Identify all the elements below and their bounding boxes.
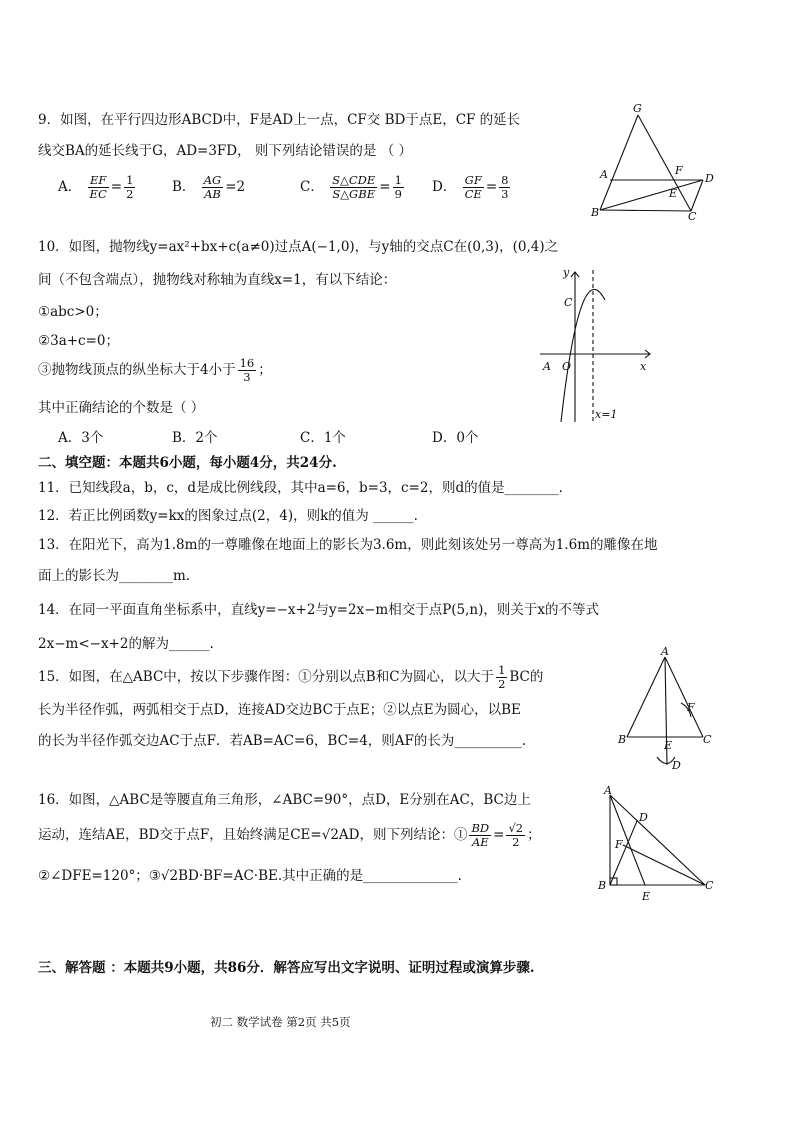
page-footer: 初二 数学试卷 第2页 共5页 xyxy=(210,1015,351,1029)
q10-option-a: A．3个 xyxy=(58,430,104,446)
label-f: F xyxy=(687,701,695,714)
q12: 12．若正比例函数y=kx的图象过点(2，4)，则k的值为 ______. xyxy=(38,508,418,524)
label-b: B xyxy=(591,206,600,219)
option-label: A． xyxy=(58,179,82,195)
label-a: A xyxy=(661,645,669,658)
label-y: y xyxy=(563,266,570,279)
label-x-equals-1: x=1 xyxy=(595,408,618,421)
q10-line2: 间（不包含端点），抛物线对称轴为直线x=1，有以下结论： xyxy=(38,272,397,288)
label-b: B xyxy=(618,733,627,746)
q11: 11．已知线段a，b，c，d是成比例线段，其中a=6，b=3，c=2，则d的值是________. xyxy=(38,480,563,496)
q16-line1: 16．如图，△ABC是等腰直角三角形，∠ABC=90°，点D，E分别在AC，BC边上 xyxy=(38,792,531,808)
q10-conclusion-3: ③抛物线顶点的纵坐标大于4小于 $\frac{16}{3}$ ； xyxy=(38,356,272,384)
q10-option-c: C．1个 xyxy=(300,430,346,446)
label-e: E xyxy=(664,739,673,752)
label-o: O xyxy=(562,360,572,373)
q15-line1: 15．如图，在△ABC中，按以下步骤作图：①分别以点B和C为圆心，以大于 $\frac{1}{2}$ BC的 xyxy=(38,663,544,691)
q15-line3: 的长为半径作弧交边AC于点F．若AB=AC=6，BC=4，则AF的长为__________. xyxy=(38,733,527,749)
q14-line1: 14．在同一平面直角坐标系中，直线y=−x+2与y=2x−m相交于点P(5,n)，则关于x的不等式 xyxy=(38,602,600,618)
q9-line2: 线交BA的延长线于G，AD=3FD， 则下列结论错误的是 （ ） xyxy=(38,143,412,159)
q10-ask: 其中正确结论的个数是（ ） xyxy=(38,400,205,416)
fraction: $\frac{EF}{EC}$ xyxy=(89,173,107,201)
q9-option-c: C． $\frac{\text{S△CDE}}{\text{S△GBE}}$ = $\frac{1}{9}$ xyxy=(300,173,402,201)
label-c: C xyxy=(703,733,712,746)
q9-line1: 9．如图，在平行四边形ABCD中，F是AD上一点，CF交 BD于点E，CF 的延长 xyxy=(38,112,521,128)
section3-heading: 三、解答题 ：本题共9小题，共86分．解答应写出文字说明、证明过程或演算步骤. xyxy=(38,960,535,976)
label-d: D xyxy=(705,172,714,185)
q10-conclusion-2: ②3a+c=0； xyxy=(38,333,120,349)
q15-line2: 长为半径作弧，两弧相交于点D，连接AD交边BC于点E；②以点E为圆心，以BE xyxy=(38,702,521,718)
q9-figure xyxy=(585,100,725,225)
q10-figure xyxy=(535,262,660,427)
q10-option-d: D．0个 xyxy=(432,430,479,446)
q14-line2: 2x−m<−x+2的解为______. xyxy=(38,636,214,652)
q10-conclusion-1: ①abc>0； xyxy=(38,304,108,320)
label-a: A xyxy=(604,785,612,797)
label-b: B xyxy=(598,879,607,892)
section2-heading: 二、填空题：本题共6小题，每小题4分，共24分. xyxy=(38,455,337,471)
q16-line2: 运动，连结AE，BD交于点F，且始终满足CE=√2AD，则下列结论：① $\frac{BD}{AE}$ = $\frac{√2}{2}$ ； xyxy=(38,821,541,849)
label-f: F xyxy=(675,164,683,177)
label-g: G xyxy=(633,102,642,115)
label-d: D xyxy=(639,811,648,824)
q10-option-b: B．2个 xyxy=(172,430,218,446)
q16-figure xyxy=(595,785,720,905)
label-c: C xyxy=(705,879,714,892)
q9-option-b: B． $\frac{AG}{AB}$ =2 xyxy=(172,173,246,201)
q13-line1: 13．在阳光下，高为1.8m的一尊雕像在地面上的影长为3.6m，则此刻该处另一尊高为1.6m的雕像在地 xyxy=(38,537,658,553)
label-d: D xyxy=(672,759,681,772)
label-x: x xyxy=(640,360,647,373)
q16-line3: ②∠DFE=120°；③√2BD·BF=AC·BE.其中正确的是______________. xyxy=(38,868,462,884)
label-a: A xyxy=(543,360,551,373)
label-a: A xyxy=(600,168,608,181)
q9-option-d: D． $\frac{GF}{CE}$ = $\frac{8}{3}$ xyxy=(432,173,509,201)
q13-line2: 面上的影长为________m. xyxy=(38,568,191,584)
label-c: C xyxy=(688,210,697,223)
q10-line1: 10．如图，抛物线y=ax²+bx+c(a≠0)过点A(−1,0)，与y轴的交点C在(0,3)，(0,4)之 xyxy=(38,239,559,255)
q15-figure xyxy=(615,645,715,775)
label-c: C xyxy=(564,296,573,309)
q9-option-a: A． $\frac{EF}{EC}$ = $\frac{1}{2}$ xyxy=(58,173,134,201)
label-e: E xyxy=(669,187,678,200)
label-e: E xyxy=(642,890,651,903)
label-f: F xyxy=(615,838,623,851)
